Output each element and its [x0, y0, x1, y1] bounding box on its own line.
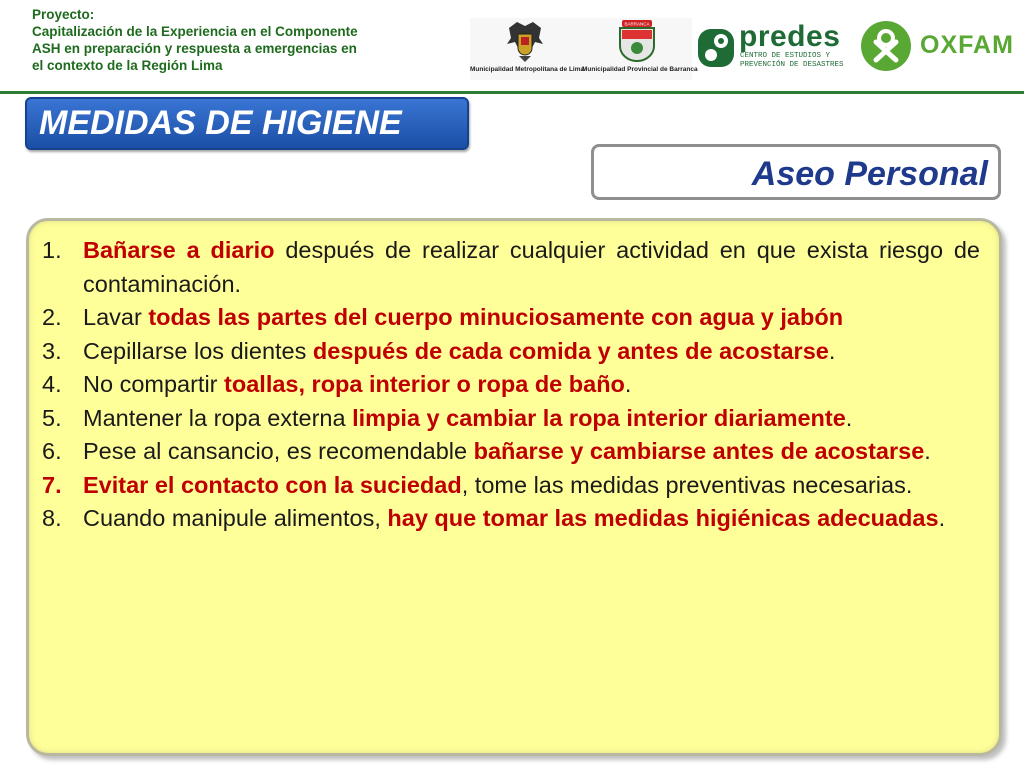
municipal-logos	[470, 18, 698, 80]
item-number: 1.	[42, 237, 62, 263]
barranca-logo	[582, 18, 698, 80]
list-item	[42, 469, 980, 503]
project-description	[32, 6, 442, 74]
item-number: 3.	[42, 337, 62, 364]
item-text: .	[938, 505, 946, 531]
project-line: ASH en preparación y respuesta a emergencias en	[32, 41, 357, 56]
item-text: .	[845, 404, 853, 431]
item-highlight: hay que tomar las medidas higiénicas adecuadas	[387, 505, 939, 531]
item-text: .	[828, 337, 836, 364]
item-text: Cuando manipule alimentos,	[83, 505, 388, 531]
barranca-coat-of-arms-icon	[614, 20, 660, 64]
oxfam-mark-icon	[860, 20, 912, 72]
item-number: 5.	[42, 404, 62, 431]
item-text: .	[924, 438, 931, 464]
header-divider	[0, 91, 1024, 94]
lima-coat-of-arms-icon	[505, 20, 545, 64]
predes-subtitle	[740, 52, 844, 70]
oxfam-name: OXFAM	[920, 31, 1014, 59]
item-number: 6.	[42, 438, 62, 464]
item-text: , tome las medidas preventivas necesarias.	[461, 471, 913, 498]
item-text: Lavar	[83, 304, 149, 330]
predes-subtitle-line: PREVENCIÓN DE DESASTRES	[740, 61, 844, 69]
item-text: .	[624, 371, 632, 397]
item-number: 7.	[42, 471, 62, 498]
list-item	[42, 435, 980, 469]
barranca-banner-text: BARRANCA	[624, 21, 650, 27]
predes-logo	[697, 22, 847, 74]
page-subtitle: Aseo Personal	[751, 155, 988, 193]
item-text: Mantener la ropa externa	[83, 404, 353, 431]
item-number: 8.	[42, 505, 62, 531]
predes-name: predes	[739, 20, 841, 53]
list-item	[42, 402, 980, 436]
hygiene-list	[42, 234, 980, 536]
list-item	[42, 335, 980, 369]
item-text: Pese al cansancio, es recomendable	[83, 438, 474, 464]
item-highlight: después de cada comida y antes de acostarse	[312, 337, 829, 364]
page-title: MEDIDAS DE HIGIENE	[39, 104, 402, 142]
list-item	[42, 301, 980, 335]
title-banner	[25, 97, 469, 150]
item-highlight: todas las partes del cuerpo minuciosamente con agua y jabón	[148, 304, 844, 330]
item-highlight: bañarse y cambiarse antes de acostarse	[473, 438, 925, 464]
list-item	[42, 368, 980, 402]
subtitle-banner	[591, 144, 1001, 200]
list-item	[42, 502, 980, 536]
item-highlight: limpia y cambiar la ropa interior diariamente	[352, 404, 846, 431]
item-highlight: Bañarse a diario	[83, 237, 275, 263]
item-number: 4.	[42, 371, 62, 397]
item-highlight: Evitar el contacto con la suciedad	[83, 471, 462, 498]
lima-logo-caption: Municipalidad Metropolitana de Lima	[470, 66, 585, 73]
item-text: después de realizar cualquier actividad en que exista riesgo de contaminación.	[83, 237, 981, 297]
barranca-logo-caption: Municipalidad Provincial de Barranca	[582, 66, 698, 73]
predes-mark-icon	[697, 26, 737, 72]
project-line: Capitalización de la Experiencia en el Componente	[32, 24, 358, 39]
lima-logo	[470, 18, 585, 80]
item-highlight: toallas, ropa interior o ropa de baño	[224, 371, 625, 397]
project-line: Proyecto:	[32, 7, 95, 22]
item-text: Cepillarse los dientes	[83, 337, 313, 364]
predes-subtitle-line: CENTRO DE ESTUDIOS Y	[740, 52, 831, 60]
item-number: 2.	[42, 304, 62, 330]
item-text: No compartir	[83, 371, 225, 397]
project-line: el contexto de la Región Lima	[32, 58, 223, 73]
oxfam-logo	[860, 20, 1020, 72]
list-item	[42, 234, 980, 301]
